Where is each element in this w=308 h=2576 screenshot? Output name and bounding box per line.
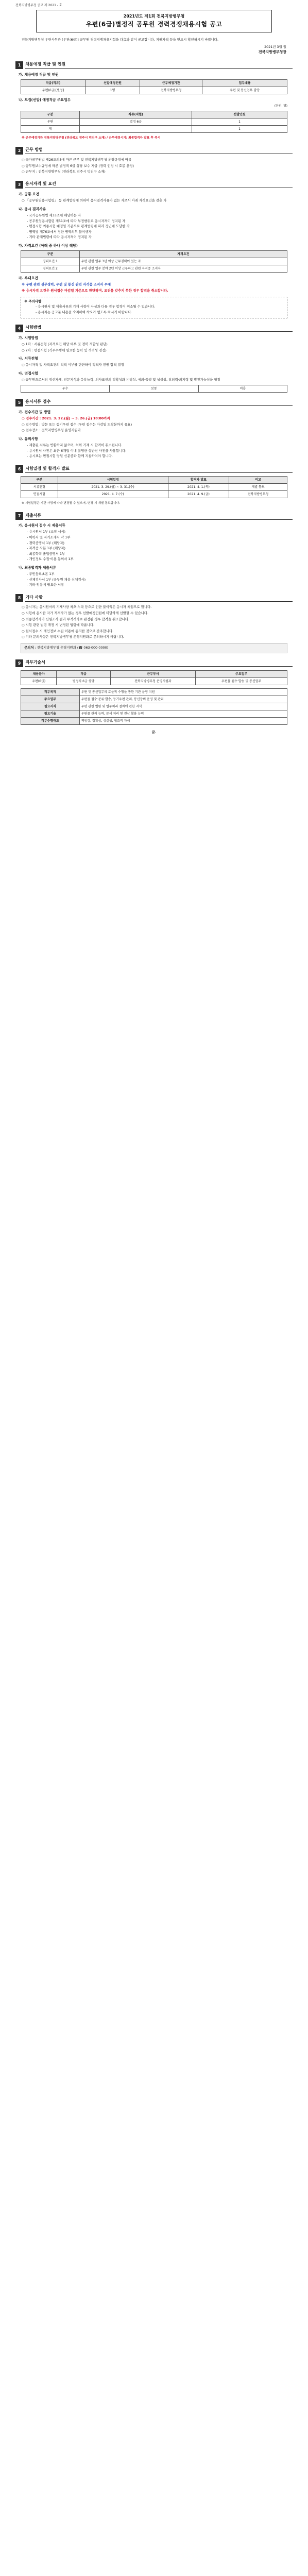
table-cell: 면접시험: [21, 491, 58, 498]
table-cell: 전북지방병무청: [229, 491, 287, 498]
subheading: 나. 서류전형: [19, 357, 38, 361]
table-header: 합격자 발표: [168, 477, 229, 484]
list-item: - 응시자는 공고문 내용을 숙지하여 착오가 없도록 하시기 바랍니다.: [36, 310, 284, 315]
section-number: 3: [15, 181, 23, 189]
list-item: - 개인정보 수집·이용 동의서 1부: [27, 557, 293, 562]
contact-info: 전북지방병무청 운영지원과 (☎ 063-000-0000): [37, 645, 109, 650]
section-title: 제출서류: [25, 513, 293, 520]
section-number: 6: [15, 465, 23, 473]
list-item: - 병역법 제76조에서 정한 병역의무 불이행자: [27, 230, 293, 235]
table-cell: 계: [21, 126, 80, 133]
table-cell: 서류전형: [21, 484, 58, 491]
table-row: [21, 126, 287, 133]
quota-table: [21, 111, 287, 133]
table-cell: 우편물 접수·분류·발송, 등기우편 관리, 통신장비 운영 및 관리: [79, 696, 287, 703]
table-cell: 경력요건 1: [21, 258, 80, 265]
list-item: ○ 공무원보수규정에 따른 별정직 6급 상당 보수 지급 (경력 인정 시 호봉 산정): [22, 164, 293, 169]
row-header: 주요업무: [21, 696, 80, 703]
list-item: ○ 국가공무원법 제26조의5에 따른 근무 및 전북지방병무청 운영규정에 따름: [22, 158, 293, 163]
list-item: - 공무원임용시험령 제51조에 따라 부정행위로 응시자격이 정지된 자: [27, 219, 293, 224]
intro-text: 전북지방병무청 우편사무관 [우편(6급)] 공무원 경력경쟁채용시험을 다음과 같이 공고합니다. 지원자격 등을 반드시 확인하시기 바랍니다.: [22, 38, 219, 42]
table-cell: 2021. 4. 7.(수): [58, 491, 168, 498]
section-9-heading: [15, 659, 293, 667]
section-2-heading: [15, 147, 293, 155]
list-item: - 최종학력 졸업증명서 1부: [27, 552, 293, 557]
paragraph: ○ 접수기간 : 2021. 3. 22.(월) ~ 3. 26.(금) 18:00까지: [22, 416, 293, 421]
subheading: 가. 공통 요건: [19, 192, 40, 197]
subheading: 나. 최종합격자 제출서류: [19, 566, 56, 570]
table-cell: 보통: [110, 385, 198, 392]
table-header: 직급: [57, 670, 110, 677]
subheading: 나. 유의사항: [19, 437, 38, 442]
section-title: 응시자격 및 요건: [25, 181, 293, 188]
table-header: 직급(직류): [21, 80, 85, 87]
job-desc-table: [21, 670, 287, 685]
table-cell: 전북지방병무청 운영지원과: [110, 677, 196, 685]
table-row: [21, 258, 287, 265]
list-item: - 기타 임용에 필요한 서류: [27, 583, 293, 588]
table-cell: 우편(6급): [21, 677, 57, 685]
requirements-table: [21, 250, 287, 273]
schedule-table: [21, 476, 287, 498]
table-cell: 우편 관련 업무 3년 이상 근무경력이 있는 자: [79, 258, 287, 265]
row-header: 직무수행태도: [21, 717, 80, 724]
table-cell: 개별 통보: [229, 484, 287, 491]
contact-box: 문의처 : 전북지방병무청 운영지원과 (☎ 063-000-0000): [21, 643, 287, 653]
job-detail-table: [21, 688, 287, 725]
table-header: 구분: [21, 251, 80, 258]
section-3-heading: [15, 181, 293, 189]
note-text: ※ 근무예정기관 전북지방병무청 (전라북도 전주시 덕진구 소재) / 근무예정시기: 최종합격자 발표 후 즉시: [22, 137, 161, 140]
schedule-table-wrap: [21, 476, 287, 498]
table-row: [21, 717, 287, 724]
date-line: 2021년 3월 일: [264, 44, 286, 49]
section-title: 직무기술서: [25, 659, 293, 667]
table-cell: 1명: [85, 87, 140, 94]
table-cell: 2021. 4. 1.(목): [168, 484, 229, 491]
contact-title: 문의처: [24, 645, 34, 650]
table-cell: 2021. 3. 29.(월) ~ 3. 31.(수): [58, 484, 168, 491]
table-header: 근무예정기관: [140, 80, 202, 87]
list-item: - 자격증 사본 1부 (해당자): [27, 546, 293, 551]
list-item: ○ 1차 : 서류전형 (자격요건 해당 여부 및 경력 적합성 판단): [22, 342, 293, 347]
list-item: - 기타 관계법령에 따라 응시자격이 정지된 자: [27, 235, 293, 240]
list-item: ○ 시험 관련 법령 개정 시 변경된 법령에 따릅니다.: [22, 623, 293, 628]
list-item: - 응시원서 1부 (소정 서식): [27, 530, 293, 535]
table-cell: 1: [192, 126, 287, 133]
table-cell: 우편: [21, 118, 80, 126]
list-item: ○ 원서접수 시 개인정보 수집·이용에 동의한 것으로 간주합니다.: [22, 629, 293, 634]
subheading: 가. 접수기간 및 방법: [19, 410, 51, 414]
table-header: 구분: [21, 111, 80, 118]
table-row: [21, 484, 287, 491]
section-number: 7: [15, 512, 23, 520]
paragraph: ○ 접수장소 : 전북지방병무청 운영지원과: [22, 428, 293, 433]
table-cell: 우수: [21, 385, 110, 392]
positions-table-wrap: [21, 79, 287, 94]
table-cell: 우편물 관리 능력, 문서 처리 및 전산 활용 능력: [79, 710, 287, 717]
table-row: [21, 118, 287, 126]
table-header: 선발예정인원: [85, 80, 140, 87]
list-item: - 국가공무원법 제33조에 해당하는 자: [27, 213, 293, 218]
list-item: ○ 기타 문의사항은 전북지방병무청 운영지원과로 문의하시기 바랍니다.: [22, 635, 293, 640]
caution-box: [21, 297, 287, 318]
title-main: 우편(6급)별정직 공무원 경력경쟁채용시험 공고: [85, 21, 223, 28]
section-4-heading: [15, 325, 293, 332]
subheading: 가. 채용예정 직급 및 인원: [19, 72, 59, 77]
list-item: ○ 응시자는 응시원서의 기재사항 착오·누락 등으로 인한 불이익은 응시자 책임으로 합니다.: [22, 605, 293, 610]
section-number: 2: [15, 147, 23, 155]
row-header: 직무목적: [21, 688, 80, 696]
table-cell: 책임감, 정확성, 성실성, 협조적 자세: [79, 717, 287, 724]
list-item: ○ 근무지 : 전북지방병무청 (전라북도 전주시 덕진구 소재): [22, 170, 293, 175]
table-row: [21, 265, 287, 273]
table-cell: 우편 관련 업무 분야 2년 이상 근무하고 관련 자격증 소지자: [79, 265, 287, 273]
table-header: 시험일정: [58, 477, 168, 484]
table-row: [21, 696, 287, 703]
table-row: [21, 385, 287, 392]
table-cell: 우편 및 통신업무 담당: [202, 87, 287, 94]
note-text: ※ 시험일정은 기관 사정에 따라 변경될 수 있으며, 변경 시 개별 통보합니다.: [22, 502, 121, 505]
table-cell: 경력요건 2: [21, 265, 80, 273]
table-row: [21, 677, 287, 685]
positions-table: [21, 79, 287, 94]
list-item: - 제출된 서류는 반환하지 않으며, 허위 기재 시 합격이 취소됩니다.: [27, 443, 293, 448]
notice-page: [0, 0, 308, 755]
subheading: 라. 우대요건: [19, 276, 38, 281]
table-header: 자격요건: [79, 251, 287, 258]
table-cell: 별정 6급: [79, 118, 192, 126]
list-item: - 응시원서 및 제출서류의 기재 사항이 사실과 다를 경우 합격이 취소될 수 있습니다.: [36, 304, 284, 310]
grades-table: [21, 385, 287, 393]
end-mark: 끝.: [151, 730, 157, 734]
paragraph: ○ 응시자격 및 자격요건의 적격 여부를 판단하여 적격자 전원 합격 결정: [22, 363, 293, 368]
section-title: 근무 방법: [25, 147, 293, 154]
subheading: 다. 자격요건 (아래 중 하나 이상 해당): [19, 244, 78, 248]
table-cell: 우편 관련 법령 및 업무처리 절차에 관한 지식: [79, 703, 287, 710]
table-cell: 우편 및 통신업무의 효율적 수행을 통한 기관 운영 지원: [79, 688, 287, 696]
job-desc-table-wrap: [21, 670, 287, 685]
list-item: - 주민등록초본 1부: [27, 572, 293, 577]
list-item: - 신체검사서 1부 (공무원 채용 신체검사): [27, 578, 293, 583]
table-header: 직류(직렬): [79, 111, 192, 118]
section-5-heading: [15, 399, 293, 406]
list-item: ○ 시험에 응시한 자가 적격자가 없는 경우 선발예정인원에 미달하게 선발할 수 있습니다.: [22, 611, 293, 616]
section-8-heading: [15, 594, 293, 602]
document-number: 전북지방병무청 공고 제 2021 - 호: [15, 4, 62, 7]
section-number: 4: [15, 325, 23, 332]
section-number: 8: [15, 594, 23, 602]
list-item: ○ 2차 : 면접시험 (직무수행에 필요한 능력 및 적격성 검정): [22, 348, 293, 353]
section-7-heading: [15, 512, 293, 520]
paragraph: ○ 접수방법 : 방문 또는 등기우편 접수 (우편 접수는 마감일 도착분까지 유효): [22, 422, 293, 428]
list-item: - 면접시험 최종시험 예정일 기준으로 관계법령에 따라 정년에 도달한 자: [27, 224, 293, 229]
table-row: [21, 688, 287, 696]
paragraph: ○ 「공무원임용시험령」 등 관계법령에 의하여 응시결격사유가 없는 자로서 아래 자격요건을 갖춘 자: [22, 198, 293, 204]
section-title: 시험방법: [25, 325, 293, 332]
subheading: 다. 면접시험: [19, 371, 38, 376]
table-header: 선발인원: [192, 111, 287, 118]
section-6-heading: [15, 465, 293, 473]
table-cell: 우편물 접수·발송 및 통신업무: [196, 677, 287, 685]
table-cell: 우편(6급)[별정]: [21, 87, 85, 94]
section-number: 5: [15, 399, 23, 406]
table-row: [21, 703, 287, 710]
list-item: - 이력서 및 자기소개서 각 1부: [27, 535, 293, 540]
section-number: 9: [15, 659, 23, 667]
section-title: 기타 사항: [25, 595, 293, 602]
unit-label: (단위: 명): [274, 105, 287, 108]
table-row: [21, 710, 287, 717]
table-cell: 2021. 4. 9.(금): [168, 491, 229, 498]
table-cell: 1: [192, 118, 287, 126]
warning-note: ※ 응시자격 요건은 원서접수 마감일 기준으로 판단하며, 요건을 갖추지 못한 경우 합격을 취소합니다.: [22, 289, 168, 293]
table-header: 주요업무: [196, 670, 287, 677]
table-header: 채용분야: [21, 670, 57, 677]
section-title: 응시서류 접수: [25, 399, 293, 406]
paragraph: ○ 공무원으로서의 정신자세, 전문지식과 응용능력, 의사표현의 정확성과 논리성, 예의·품행 및 성실성, 창의력·의지력 및 발전가능성을 평정: [22, 378, 293, 383]
table-header: 구분: [21, 477, 58, 484]
row-header: 필요지식: [21, 703, 80, 710]
table-header: 업무내용: [202, 80, 287, 87]
table-cell: 별정직 6급 상당: [57, 677, 110, 685]
quota-table-wrap: [21, 111, 287, 133]
list-item: - 응시원서 사진은 최근 6개월 이내 촬영한 상반신 사진을 사용합니다.: [27, 449, 293, 454]
section-number: 1: [15, 61, 23, 69]
table-row: [21, 87, 287, 94]
list-item: - 응시표는 면접시험 당일 신분증과 함께 지참하여야 합니다.: [27, 454, 293, 459]
title-box: [36, 10, 272, 32]
issuer: 전북지방병무청장: [258, 50, 286, 55]
list-item: - 경력증명서 1부 (해당자): [27, 541, 293, 546]
job-detail-table-wrap: [21, 688, 287, 725]
row-header: 필요기술: [21, 710, 80, 717]
subheading: 가. 응시원서 접수 시 제출서류: [19, 523, 65, 528]
subheading: 나. 모집(선발) 예정직급 주요업무: [19, 98, 71, 103]
table-cell: [79, 126, 192, 133]
grades-table-wrap: [21, 385, 287, 393]
table-header: 비고: [229, 477, 287, 484]
section-1-heading: [15, 61, 293, 69]
preference-note: ※ 우편 관련 실무경력, 우편 및 통신 관련 자격증 소지자 우대: [22, 282, 111, 287]
subheading: 가. 시험방법: [19, 335, 38, 340]
caution-title: ※ 주의사항: [24, 299, 42, 303]
subheading: 나. 응시 결격사유: [19, 207, 46, 211]
section-title: 채용예정 직급 및 인원: [25, 61, 293, 69]
list-item: ○ 최종합격자가 신원조사 결과 부적격자로 판정될 경우 합격을 취소합니다.: [22, 617, 293, 622]
table-cell: 전북지방병무청: [140, 87, 202, 94]
title-sub: 2021년도 제1회 전북지방병무청: [123, 14, 185, 19]
requirements-table-wrap: [21, 250, 287, 273]
table-cell: 미흡: [198, 385, 287, 392]
section-title: 시험일정 및 합격자 발표: [25, 466, 293, 473]
table-header: 근무부서: [110, 670, 196, 677]
table-row: [21, 491, 287, 498]
